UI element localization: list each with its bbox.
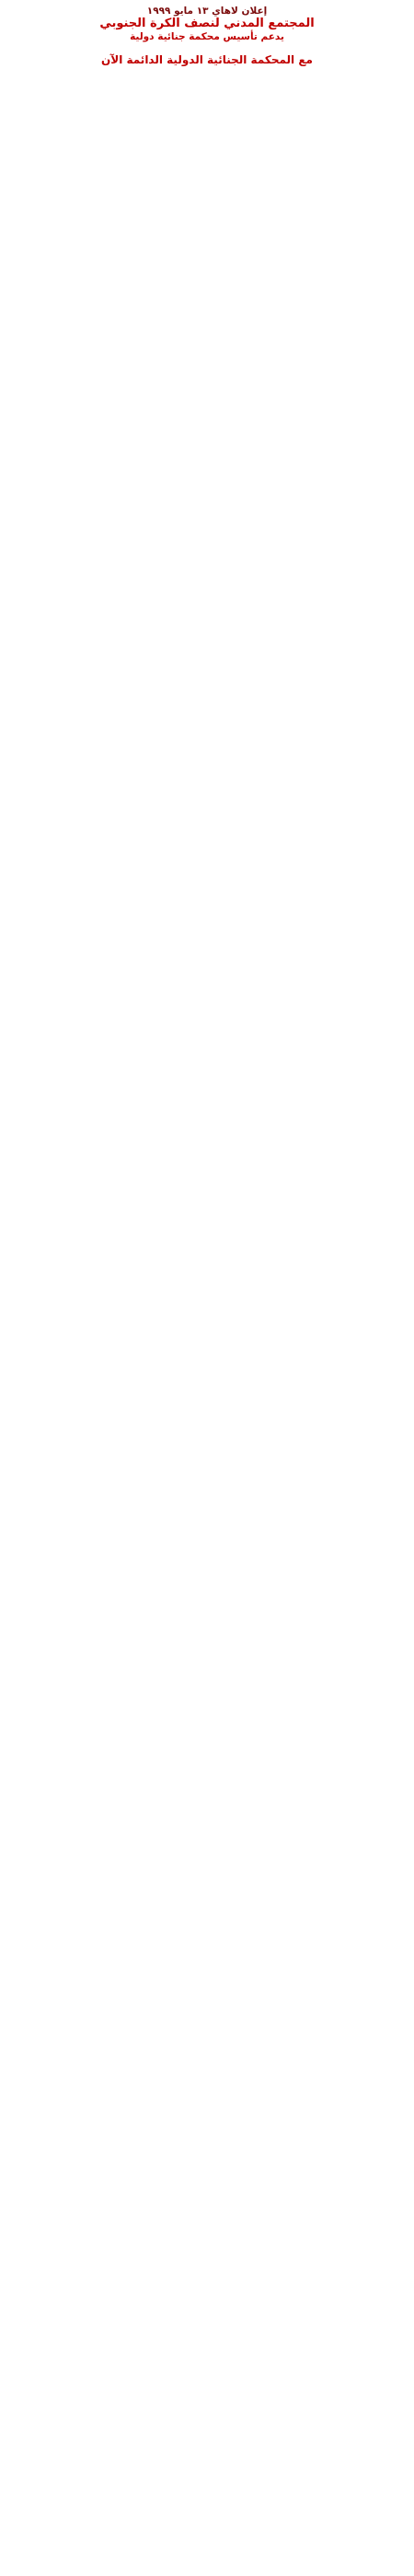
closing-slogan — [6, 53, 408, 66]
header — [6, 6, 408, 42]
page-subtitle: يدعم تأسيس محكمة جنائية دولية — [130, 30, 284, 42]
date-line: إعلان لاهاي ١٣ مايو ١٩٩٩ — [146, 6, 268, 17]
closing-line-2: مع المحكمة الجنائية الدولية الدائمة الآن — [101, 53, 313, 67]
page-title: المجتمع المدني لنصف الكرة الجنوبي — [99, 17, 315, 31]
